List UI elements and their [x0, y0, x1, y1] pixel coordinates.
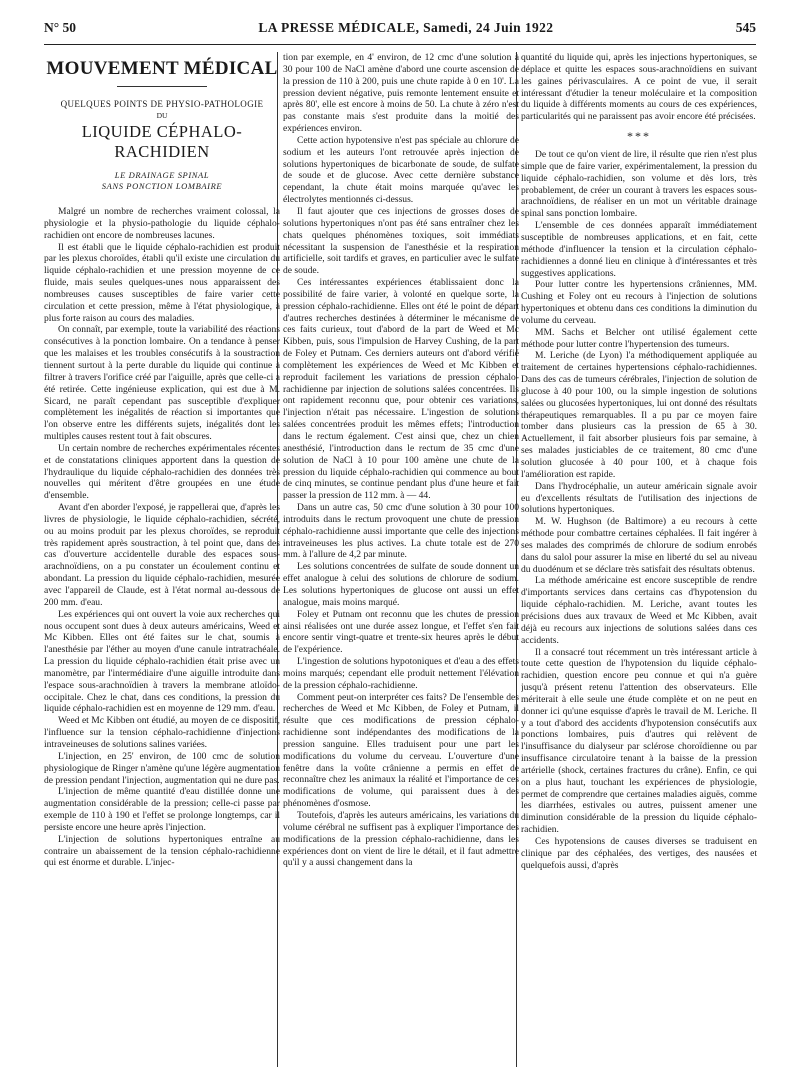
article-title: LIQUIDE CÉPHALO-RACHIDIEN: [81, 122, 243, 161]
paragraph: Comment peut-on interpréter ces faits? De l'ensemble des recherches de Weed et Mc Kibben, de Foley et Putnam, il résulte que ces modifications de pression céphalo-rachidienne sont indépendantes des modifications de la pression sanguine. Elles traduisent pour une part les modifications du volume du cerveau. L'ouverture d'une fenêtre dans la voûte crânienne a permis en effet de reconnaître chez les animaux la réalité et l'importance de ces modifications de volume, qui paraissent dues à des phénomènes d'osmose.: [283, 691, 519, 810]
article-subtitle: LE DRAINAGE SPINAL: [114, 170, 210, 180]
paragraph: tion par exemple, en 4' environ, de 12 cmc d'une solution à 30 pour 100 de NaCl amène d'abord une courte ascension de la pression de 110 à 200, puis une chute rapide à 0 en 10'. La pression devient négative, puis remonte lentement ensuite et après 80', elle est encore à moins de 50. La chute à zéro n'est pas constante mais s'est produite dans la moitié des expériences environ.: [283, 52, 519, 135]
paragraph: La méthode américaine est encore susceptible de rendre d'importants services dans certains cas d'hypotension du liquide céphalo-rachidien. M. Leriche, avant toutes les précisions dues aux travaux de Weed et Mc Kibben, avait déjà eu recours aux injections de solutions salées dans ces accidents.: [521, 575, 757, 646]
column-1-body: [44, 206, 280, 869]
paragraph: quantité du liquide qui, après les injections hypertoniques, se déplace et quitte les espaces sous-arachnoïdiens en suivant les gaines périvasculaires. A ce point de vue, il serait intéressant d'étudier la teneur moléculaire et la composition du liquide à différents moments au cours de ces expériences, particularités qui ne paraissent pas avoir encore été précisées.: [521, 52, 757, 123]
paragraph: L'injection, en 25' environ, de 100 cmc de solution physiologique de Ringer n'amène qu'une légère augmentation de pression pendant l'injection, augmentation qui ne dure pas.: [44, 750, 280, 786]
paragraph: L'injection de solutions hypertoniques entraîne au contraire un abaissement de la tension céphalo-rachidienne qui est énorme et durable. L'injec-: [44, 833, 280, 869]
paragraph: Weed et Mc Kibben ont étudié, au moyen de ce dispositif, l'influence sur la tension céphalo-rachidienne d'injections intraveineuses de solutions salines variées.: [44, 715, 280, 750]
paragraph: M. W. Hughson (de Baltimore) a eu recours à cette méthode pour combattre certaines céphalées. Il fait ingérer à ses malades des comprimés de chlorure de sodium enrobés dans du salol pour assurer la mise en liberté du sel au niveau du duodénum et se déclare très satisfait des résultats obtenus.: [521, 516, 757, 575]
column-3-body-bottom: [521, 149, 757, 871]
paragraph: On connaît, par exemple, toute la variabilité des réactions consécutives à la ponction lombaire. On a tendance à penser que les malaises et les troubles consécutifs à la soustraction tiennent surtout à la perte durable du liquide qui continue à filtrer à travers l'orifice créé par l'aiguille, après que celle-ci a été retirée. Cette ingénieuse explication, qui est due à M. Sicard, ne paraît cependant pas susceptible d'expliquer complètement les inégalités de réaction si importantes que l'on observe entre les différents sujets, inégalités dont les multiples causes restent tout à fait obscures.: [44, 324, 280, 443]
article-kicker: QUELQUES POINTS DE PHYSIO-PATHOLOGIE: [60, 99, 264, 109]
section-rule: [117, 86, 207, 87]
paragraph: MM. Sachs et Belcher ont utilisé également cette méthode pour lutter contre l'hypertension des tumeurs.: [521, 326, 757, 350]
paragraph: Foley et Putnam ont reconnu que les chutes de pression ainsi réalisées ont une durée assez longue, et l'effet s'en fait encore sentir vingt-quatre et trente-six heures après le début de l'expérience.: [283, 608, 519, 656]
column-3: [521, 52, 757, 1067]
paragraph: Il a consacré tout récemment un très intéressant article à toute cette question de l'hypotension du liquide céphalo-rachidien, question encore peu connue et qui n'a guère jusqu'à présent retenu l'attention des observateurs. Elle mériterait à elle seule une étude complète et on ne peut en donner ici qu'une esquisse d'après le travail de M. Leriche. Il y a tout d'abord des accidents d'hypotension consécutifs aux ponctions lombaires, puis d'autres qui relèvent de l'insuffisance du dialyseur par sclérose choroïdienne ou par insuffisance circulatoire tenant à la baisse de la pression artérielle (shock, certaines fractures du crâne). Enfin, ce qui on a plus haut, touchant les expériences de physiologie, permet de comprendre que certaines maladies aiguës, comme les diarrhées, estivales ou autres, puissent amener une diminution considérable de la pression du liquide céphalo-rachidien.: [521, 646, 757, 836]
paragraph: Les expériences qui ont ouvert la voie aux recherches qui nous occupent sont dues à deux auteurs américains, Weed et Mc Kibben. Elles ont été faites sur le chat, soumis à l'anesthésie par l'éther au moyen d'une canule intratrachéale. La pression du liquide céphalo-rachidien était prise avec un manomètre, par l'intermédiaire d'une aiguille introduite dans l'espace sous-arachnoïdien à travers la membrane atloïdo-occipitale. Chez le chat, dans ces conditions, la pression du liquide céphalo-rachidien est en moyenne de 129 mm. d'eau.: [44, 608, 280, 715]
paragraph: L'ingestion de solutions hypotoniques et d'eau a des effets moins marqués; cependant elle produit nettement l'élévation de la pression céphalo-rachidienne.: [283, 656, 519, 691]
section-title: MOUVEMENT MÉDICAL: [46, 58, 278, 79]
paragraph: Malgré un nombre de recherches vraiment colossal, la physiologie et la physio-pathologie du liquide céphalo-rachidien ont encore de nombreuses lacunes.: [44, 206, 280, 241]
paragraph: Dans l'hydrocéphalie, un auteur américain signale avoir eu d'excellents résultats de l'utilisation des injections de solutions hypertoniques.: [521, 480, 757, 516]
paragraph: Cette action hypotensive n'est pas spéciale au chlorure de sodium et les auteurs l'ont retrouvée après injection de solutions hypertoniques de bicarbonate de soude, de sulfate de soude et de glucose. Avec cette dernière substance cependant, la chute était moins marquée qu'avec les électrolytes mentionnés ci-dessus.: [283, 134, 519, 206]
article-subtitle: SANS PONCTION LOMBAIRE: [101, 181, 223, 191]
paragraph: L'injection de même quantité d'eau distillée donne une augmentation considérable de la pression; celle-ci passe par exemple de 110 à 190 et l'effet se prolonge longtemps, car il persiste encore une heure après l'injection.: [44, 786, 280, 833]
paragraph: M. Leriche (de Lyon) l'a méthodiquement appliquée au traitement de certaines hypertensions céphalo-rachidiennes. Dans des cas de tumeurs cérébrales, l'injection de solution de glucose à 40 pour 100, ou la simple ingestion de solutions salées ou glucosées hypertoniques, lui ont donné des résultats thérapeutiques remarquables. Il a pu par ce moyen faire tomber dans plusieurs cas la pression de 65 à 30. Actuellement, il fait absorber plusieurs fois par semaine, à ses malades justiciables de ce traitement, 80 cmc d'une solution glucosée à 40 pour 100, et à chaque fois l'amélioration est rapide.: [521, 350, 757, 480]
paragraph: De tout ce qu'on vient de lire, il résulte que rien n'est plus simple que de faire varier, expérimentalement, la pression du liquide céphalo-rachidien, son volume et dès lors, très probablement, de créer un courant à travers les espaces sous-arachnoïdiens, de réaliser en un mot un véritable drainage spinal sans ponction lombaire.: [521, 149, 757, 220]
header-rule: [44, 44, 756, 45]
paragraph: Un certain nombre de recherches expérimentales récentes et de constatations cliniques apportent dans la question de l'hydraulique du liquide céphalo-rachidien des données très nouvelles qui méritent d'être groupées en une étude d'ensemble.: [44, 442, 280, 502]
column-2: [283, 52, 519, 1067]
issue-number: N° 50: [44, 20, 77, 35]
column-2-body: [283, 52, 519, 869]
paragraph: Il faut ajouter que ces injections de grosses doses de solutions hypertoniques n'ont pas été sans entraîner chez les chats quelques phénomènes toxiques, soit immédiats nécessitant la suspension de l'anesthésie et la respiration artificielle, soit tardifs et graves, en particulier avec le sulfate de soude.: [283, 205, 519, 277]
paragraph: Ces intéressantes expériences établissaient donc la possibilité de faire varier, à volonté en quelque sorte, la pression céphalo-rachidienne. Elles ont été le point de départ d'autres recherches destinées à déterminer le mécanisme de ces faits curieux, tout d'abord de la part de Weed et Mc Kibben, puis, sous l'impulsion de Harvey Cushing, de la part de Foley et Putnam. Ces derniers auteurs ont d'abord vérifié complètement les expériences de Weed et Mc Kibben et reproduit facilement les variations de pression céphalo-rachidienne par injection de solutions salées concentrées. Ils ont rapidement reconnu que, pour obtenir ces variations, l'injection n'était pas nécessaire. L'ingestion de solutions salées concentrées produit les mêmes effets; l'introduction dans le rectum également. C'est ainsi que, chez un chien anesthésié, l'introduction dans le rectum de 35 cmc d'une solution de NaCl à 10 pour 100 amène une chute de la pression du liquide céphalo-rachidien qui commence au bout de cinq minutes, se continue pendant plus d'une heure et fait passer la pression de 112 mm. à — 44.: [283, 277, 519, 502]
paragraph: Il est établi que le liquide céphalo-rachidien est produit par les plexus choroïdes, établi qu'il existe une circulation du liquide céphalo-rachidien et une pression moyenne de ce fluide, mais seules quelques-unes nous apparaissent des nombreuses causes susceptibles de faire varier cette circulation et cette pression, même à l'état physiologique, à plus forte raison au cours des maladies.: [44, 241, 280, 324]
paragraph: Les solutions concentrées de sulfate de soude donnent un effet analogue à celui des solutions de chlorure de sodium. Les solutions hypertoniques de glucose ont aussi un effet analogue, mais moins marqué.: [283, 561, 519, 608]
paragraph: Pour lutter contre les hypertensions crâniennes, MM. Cushing et Foley ont eu recours à l'injection de solutions hypertoniques et obtenu dans ces conditions la diminution du volume du cerveau.: [521, 279, 757, 326]
page-header: [44, 20, 756, 40]
article-du: DU: [156, 111, 168, 120]
paragraph: Ces hypotensions de causes diverses se traduisent en clinique par des céphalées, des vertiges, des nausées et quelquefois aussi, d'après: [521, 836, 757, 871]
section-stars: ***: [627, 129, 651, 144]
paragraph: Avant d'en aborder l'exposé, je rappellerai que, d'après les livres de physiologie, le liquide céphalo-rachidien, sécrété, ou au moins produit par les plexus choroïdes, se reproduit très rapidement après soustraction, à tel point que, dans des cas d'ouverture accidentelle durable des espaces sous-arachnoïdiens, on a pu constater un écoulement continu et abondant. La pression du liquide céphalo-rachidien, mesurée avec l'appareil de Claude, est à l'état normal au-dessous de 200 mm. d'eau.: [44, 502, 280, 608]
paragraph: L'ensemble de ces données apparaît immédiatement susceptible de nombreuses applications, et en fait, cette méthode d'influencer la tension et la circulation céphalo-rachidiennes a donné lieu en clinique à d'intéressantes et très suggestives applications.: [521, 220, 757, 279]
page-number: 545: [735, 20, 756, 35]
column-3-body-top: [521, 52, 757, 123]
journal-title: LA PRESSE MÉDICALE, Samedi, 24 Juin 1922: [258, 20, 554, 35]
paragraph: Dans un autre cas, 50 cmc d'une solution à 30 pour 100 introduits dans le rectum provoquent une chute de pression céphalo-rachidienne aussi importante que celle des injections intraveineuses les plus actives. La chute totale est de 270 mm. à l'allure de 4,2 par minute.: [283, 502, 519, 561]
paragraph: Toutefois, d'après les auteurs américains, les variations du volume cérébral ne suffisent pas à expliquer l'importance des modifications de la pression céphalo-rachidienne, dans les expériences dont on vient de lire le détail, et il faut admettre qu'il y a aussi changement dans la: [283, 810, 519, 869]
column-1: [44, 52, 280, 1067]
